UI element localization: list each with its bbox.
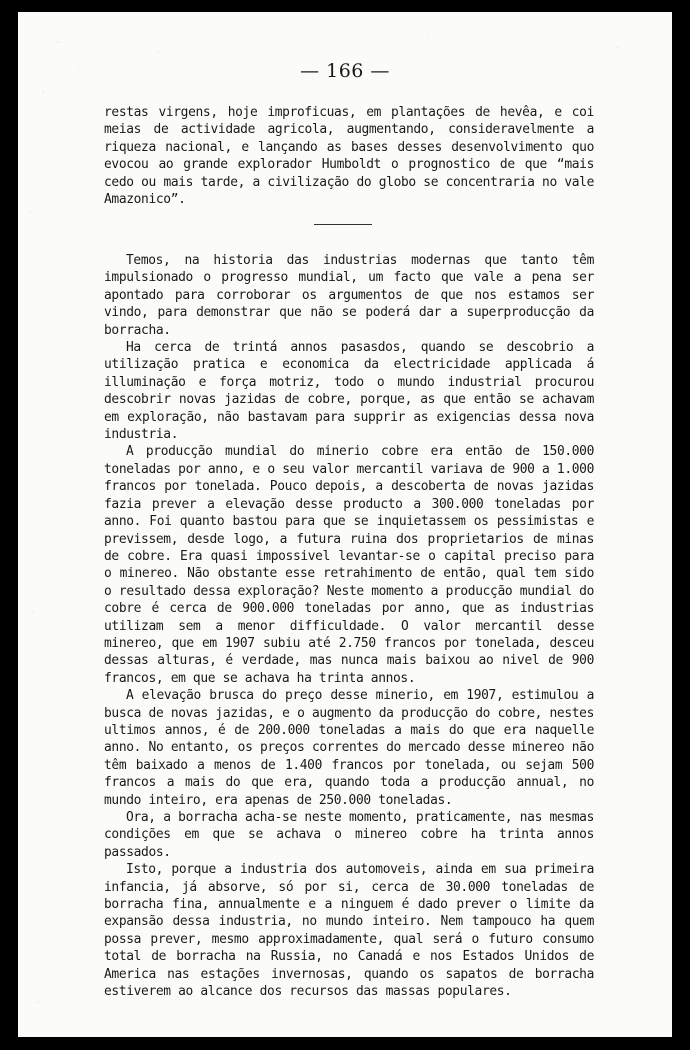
- section-separator: [314, 224, 372, 225]
- document-page: [18, 12, 672, 1037]
- page-number: — 166 —: [300, 60, 390, 82]
- body-text: [104, 252, 594, 1000]
- paragraph: Temos, na historia das industrias modernas que tanto têm impulsionado o progresso mundial, um facto que vale a pena ser apontado para corroborar os argumentos de que nos estamos ser vindo, para demonstrar que não se poderá dar a superproducção da borracha.: [104, 253, 594, 338]
- paragraph: restas virgens, hoje improficuas, em plantações de hevêa, e coi meias de actividade agricola, augmentando, consideravelmente a riqueza nacional, e lançando as bases desses desenvolvimento quo evocou ao grande explorador Humboldt o prognostico de que “mais cedo ou mais tarde, a civilização do globo se concentraria no vale Amazonico”.: [104, 105, 594, 208]
- opening-text: [104, 104, 594, 208]
- paragraph: Isto, porque a industria dos automoveis, ainda em sua primeira infancia, já absorve, só por si, cerca de 30.000 toneladas de borracha fina, annualmente e a ninguem é dado prever o limite da expansão dessa industria, no mundo inteiro. Nem tampouco ha quem possa prever, mesmo approximadamente, qual será o futuro consumo total de borracha na Russia, no Canadá e nos Estados Unidos de America nas estações invernosas, quando os sapatos de borracha estiverem ao alcance dos recursos das massas populares.: [104, 862, 594, 1000]
- paragraph: A producção mundial do minerio cobre era então de 150.000 toneladas por anno, e o seu valor mercantil variava de 900 a 1.000 francos por tonelada. Pouco depois, a descoberta de novas jazidas fazia prever a elevação desse producto a 300.000 toneladas por anno. Foi quanto bastou para que se inquietassem os pessimistas e previssem, desde logo, a futura ruina dos proprietarios de minas de cobre. Era quasi impossivel levantar-se o capital preciso para o minereo. Não obstante esse retrahimento de então, qual tem sido o resultado dessa exploração? Neste momento a producção mundial do cobre é cerca de 900.000 toneladas por anno, que as industrias utilizam sem a menor difficuldade. O valor mercantil desse minereo, que em 1907 subiu até 2.750 francos por tonelada, desceu dessas alturas, é verdade, mas nunca mais baixou ao nivel de 900 francos, em que se achava ha trinta annos.: [104, 444, 594, 686]
- paragraph: A elevação brusca do preço desse minerio, em 1907, estimulou a busca de novas jazidas, e o augmento da producção do cobre, nestes ultimos annos, é de 200.000 toneladas a mais do que era naquelle anno. No entanto, os preços correntes do mercado desse minereo não têm baixado a menos de 1.400 francos por tonelada, ou sejam 500 francos a mais do que era, quando toda a producção annual, no mundo inteiro, era apenas de 250.000 toneladas.: [104, 688, 594, 808]
- paragraph: Ha cerca de trintá annos pasasdos, quando se descobrio a utilização pratica e economica da electricidade applicada á illuminação e força motriz, todo o mundo industrial procurou descobrir novas jazidas de cobre, porque, as que então se achavam em exploração, não bastavam para supprir as exigencias dessa nova industria.: [104, 340, 594, 443]
- paragraph: Ora, a borracha acha-se neste momento, praticamente, nas mesmas condições em que se achava o minereo cobre ha trinta annos passados.: [104, 810, 594, 860]
